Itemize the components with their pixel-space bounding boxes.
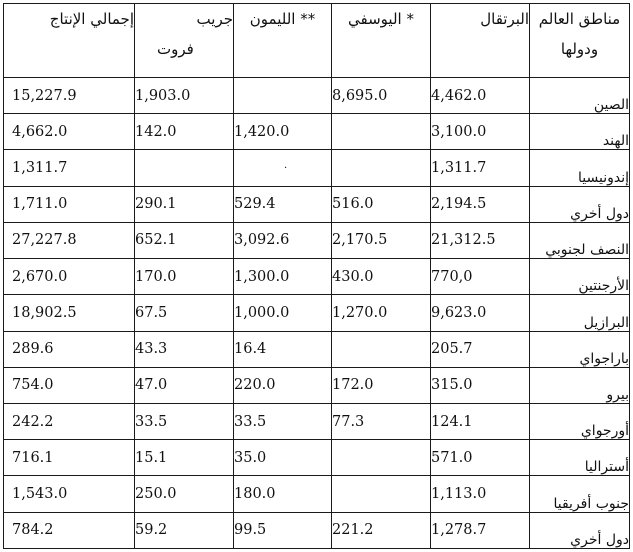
cell-mandarin <box>332 331 431 367</box>
cell-lemon: 99.5 <box>234 512 332 548</box>
table-header-row <box>4 4 630 78</box>
header-total-label: إجمالي الإنتاج <box>49 10 134 28</box>
cell-total: 15,227.9 <box>4 78 135 114</box>
table-row <box>4 186 630 222</box>
cell-total: 27,227.8 <box>4 222 135 258</box>
cell-mandarin <box>332 150 431 186</box>
cell-grapefruit: 33.5 <box>135 403 234 439</box>
cell-mandarin <box>332 440 431 476</box>
cell-total: 18,902.5 <box>4 295 135 331</box>
table-row <box>4 78 630 114</box>
cell-lemon: 180.0 <box>234 476 332 512</box>
cell-grapefruit: 43.3 <box>135 331 234 367</box>
cell-orange: 315.0 <box>431 367 530 403</box>
table-row <box>4 331 630 367</box>
cell-lemon: 1,300.0 <box>234 259 332 295</box>
cell-region: باراجواي <box>530 331 630 367</box>
cell-total: 784.2 <box>4 512 135 548</box>
cell-grapefruit: 250.0 <box>135 476 234 512</box>
cell-grapefruit <box>135 150 234 186</box>
cell-orange: 124.1 <box>431 403 530 439</box>
header-grapefruit-line1: جريب <box>196 10 233 28</box>
cell-region: الهند <box>530 114 630 150</box>
cell-lemon: 220.0 <box>234 367 332 403</box>
header-mandarin-label: اليوسفي * <box>348 10 414 28</box>
citrus-production-table <box>3 3 630 549</box>
header-mandarin <box>332 4 431 78</box>
cell-total: 1,543.0 <box>4 476 135 512</box>
cell-lemon: 1,420.0 <box>234 114 332 150</box>
cell-total: 4,662.0 <box>4 114 135 150</box>
cell-region: جنوب أفريقيا <box>530 476 630 512</box>
cell-orange: 4,462.0 <box>431 78 530 114</box>
cell-region: دول أخري <box>530 186 630 222</box>
cell-orange: 1,278.7 <box>431 512 530 548</box>
cell-lemon <box>234 78 332 114</box>
header-region-line1: مناطق العالم <box>538 10 621 28</box>
cell-total: 2,670.0 <box>4 259 135 295</box>
table-row <box>4 222 630 258</box>
table-row <box>4 476 630 512</box>
header-total <box>4 4 135 78</box>
header-orange-label: البرتقال <box>480 10 529 28</box>
cell-lemon: 16.4 <box>234 331 332 367</box>
cell-total: 754.0 <box>4 367 135 403</box>
cell-grapefruit: 170.0 <box>135 259 234 295</box>
cell-mandarin: 172.0 <box>332 367 431 403</box>
cell-lemon: 33.5 <box>234 403 332 439</box>
cell-orange: 571.0 <box>431 440 530 476</box>
header-grapefruit-line2: فروت <box>157 40 194 58</box>
cell-grapefruit: 67.5 <box>135 295 234 331</box>
cell-mandarin <box>332 476 431 512</box>
header-orange <box>431 4 530 78</box>
table-row <box>4 440 630 476</box>
cell-orange: 9,623.0 <box>431 295 530 331</box>
cell-region: النصف لجنوبي <box>530 222 630 258</box>
cell-grapefruit: 59.2 <box>135 512 234 548</box>
cell-mandarin: 1,270.0 <box>332 295 431 331</box>
cell-region: دول أخري <box>530 512 630 548</box>
cell-total: 242.2 <box>4 403 135 439</box>
citrus-production-table-container <box>3 3 629 549</box>
cell-region: البرازيل <box>530 295 630 331</box>
cell-region: إندونيسيا <box>530 150 630 186</box>
header-region-line2: ودولها <box>560 40 599 58</box>
cell-mandarin: 8,695.0 <box>332 78 431 114</box>
cell-orange: 21,312.5 <box>431 222 530 258</box>
cell-orange: 205.7 <box>431 331 530 367</box>
cell-mandarin: 77.3 <box>332 403 431 439</box>
cell-orange: 1,311.7 <box>431 150 530 186</box>
cell-grapefruit: 652.1 <box>135 222 234 258</box>
cell-total: 289.6 <box>4 331 135 367</box>
cell-grapefruit: 15.1 <box>135 440 234 476</box>
header-region <box>530 4 630 78</box>
table-row <box>4 114 630 150</box>
table-row <box>4 150 630 186</box>
cell-grapefruit: 290.1 <box>135 186 234 222</box>
table-row <box>4 295 630 331</box>
cell-mandarin: 2,170.5 <box>332 222 431 258</box>
cell-orange: 770,0 <box>431 259 530 295</box>
cell-region: بيرو <box>530 367 630 403</box>
cell-lemon: 1,000.0 <box>234 295 332 331</box>
cell-lemon: 529.4 <box>234 186 332 222</box>
cell-orange: 3,100.0 <box>431 114 530 150</box>
cell-grapefruit: 1,903.0 <box>135 78 234 114</box>
cell-region: أستراليا <box>530 440 630 476</box>
cell-lemon: 3,092.6 <box>234 222 332 258</box>
header-grapefruit <box>135 4 234 78</box>
cell-grapefruit: 142.0 <box>135 114 234 150</box>
cell-region: أورجواي <box>530 403 630 439</box>
cell-mandarin: 221.2 <box>332 512 431 548</box>
table-row <box>4 367 630 403</box>
header-lemon-label: الليمون ** <box>249 10 316 28</box>
table-row <box>4 259 630 295</box>
cell-lemon: · <box>234 150 332 186</box>
cell-total: 1,311.7 <box>4 150 135 186</box>
cell-total: 716.1 <box>4 440 135 476</box>
cell-orange: 1,113.0 <box>431 476 530 512</box>
cell-region: الأرجنتين <box>530 259 630 295</box>
table-row <box>4 512 630 548</box>
cell-grapefruit: 47.0 <box>135 367 234 403</box>
cell-lemon: 35.0 <box>234 440 332 476</box>
cell-mandarin: 430.0 <box>332 259 431 295</box>
cell-region: الصين <box>530 78 630 114</box>
cell-mandarin <box>332 114 431 150</box>
header-lemon <box>234 4 332 78</box>
cell-orange: 2,194.5 <box>431 186 530 222</box>
cell-mandarin: 516.0 <box>332 186 431 222</box>
cell-total: 1,711.0 <box>4 186 135 222</box>
table-row <box>4 403 630 439</box>
